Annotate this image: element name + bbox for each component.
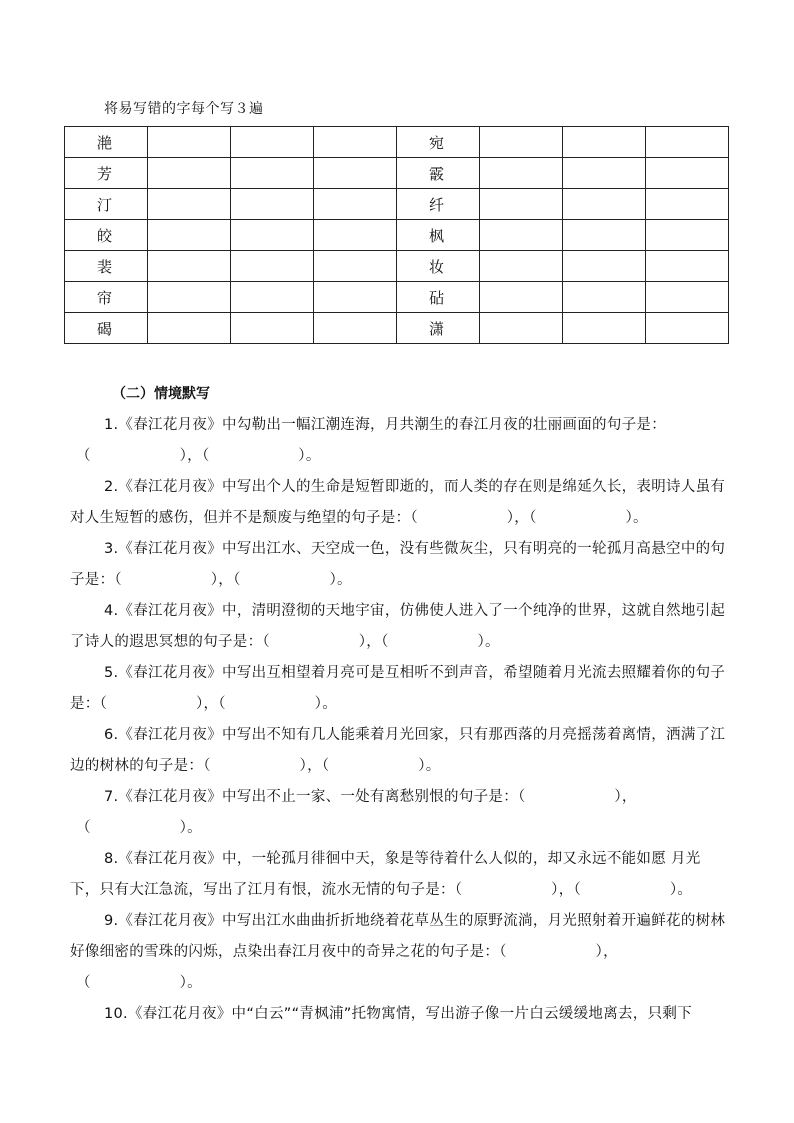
practice-char-left: 帘 bbox=[65, 282, 148, 313]
question-stem: 2.《春江花月夜》中写出个人的生命是短暂即逝的，而人类的存在则是绵延久长，表明诗人虽有对人生短暂的感伤，但并不是颓废与绝望的句子是：（ ），（ ）。 bbox=[70, 479, 726, 526]
writing-cell[interactable] bbox=[148, 282, 231, 313]
question-3 bbox=[70, 534, 730, 596]
practice-char-left: 皎 bbox=[65, 220, 148, 251]
writing-cell[interactable] bbox=[646, 251, 729, 282]
practice-char-left: 汀 bbox=[65, 189, 148, 220]
writing-cell[interactable] bbox=[646, 158, 729, 189]
writing-cell[interactable] bbox=[563, 313, 646, 344]
writing-cell[interactable] bbox=[480, 189, 563, 220]
question-2 bbox=[70, 472, 730, 534]
writing-cell[interactable] bbox=[646, 189, 729, 220]
writing-cell[interactable] bbox=[231, 158, 314, 189]
practice-grid bbox=[64, 126, 729, 344]
writing-cell[interactable] bbox=[231, 220, 314, 251]
question-1 bbox=[70, 410, 730, 472]
writing-cell[interactable] bbox=[314, 313, 397, 344]
question-stem: 3.《春江花月夜》中写出江水、天空成一色，没有些微灰尘，只有明亮的一轮孤月高悬空中的句子是：（ ），（ ）。 bbox=[70, 541, 726, 588]
practice-row bbox=[65, 282, 729, 313]
question-9 bbox=[70, 906, 730, 999]
writing-cell[interactable] bbox=[148, 158, 231, 189]
practice-row bbox=[65, 313, 729, 344]
writing-cell[interactable] bbox=[480, 220, 563, 251]
writing-cell[interactable] bbox=[480, 158, 563, 189]
writing-cell[interactable] bbox=[480, 251, 563, 282]
question-5 bbox=[70, 658, 730, 720]
writing-cell[interactable] bbox=[563, 189, 646, 220]
writing-cell[interactable] bbox=[314, 282, 397, 313]
writing-cell[interactable] bbox=[314, 127, 397, 158]
writing-cell[interactable] bbox=[231, 313, 314, 344]
writing-cell[interactable] bbox=[563, 251, 646, 282]
question-10 bbox=[70, 999, 730, 1030]
writing-cell[interactable] bbox=[148, 189, 231, 220]
practice-row bbox=[65, 251, 729, 282]
question-stem: 6.《春江花月夜》中写出不知有几人能乘着月光回家，只有那西落的月亮摇荡着离情，洒满了江边的树林的句子是：（ ），（ ）。 bbox=[70, 727, 726, 774]
writing-cell[interactable] bbox=[231, 189, 314, 220]
practice-instruction: 将易写错的字每个写３遍 bbox=[104, 101, 264, 117]
writing-cell[interactable] bbox=[314, 251, 397, 282]
question-stem: 5.《春江花月夜》中写出互相望着月亮可是互相听不到声音，希望随着月光流去照耀着你的句子是：（ ），（ ）。 bbox=[70, 665, 726, 712]
question-stem: 4.《春江花月夜》中，清明澄彻的天地宇宙，仿佛使人进入了一个纯净的世界，这就自然地引起了诗人的遐思冥想的句子是：（ ），（ ）。 bbox=[70, 603, 726, 650]
section-title: （二）情境默写 bbox=[112, 386, 210, 402]
writing-cell[interactable] bbox=[480, 127, 563, 158]
writing-cell[interactable] bbox=[148, 251, 231, 282]
question-stem: 9.《春江花月夜》中写出江水曲曲折折地绕着花草丛生的原野流淌，月光照射着开遍鲜花的树林好像细密的雪珠的闪烁，点染出春江月夜中的奇异之花的句子是：（ ）， bbox=[70, 913, 726, 960]
question-7 bbox=[70, 782, 730, 844]
question-4 bbox=[70, 596, 730, 658]
question-answer-line: （ ）。 bbox=[76, 820, 202, 836]
practice-char-right: 枫 bbox=[397, 220, 480, 251]
writing-cell[interactable] bbox=[563, 158, 646, 189]
writing-cell[interactable] bbox=[231, 127, 314, 158]
question-answer-line: （ ），（ ）。 bbox=[76, 448, 321, 464]
writing-cell[interactable] bbox=[314, 220, 397, 251]
practice-char-right: 霰 bbox=[397, 158, 480, 189]
writing-cell[interactable] bbox=[231, 251, 314, 282]
writing-cell[interactable] bbox=[148, 220, 231, 251]
practice-char-left: 滟 bbox=[65, 127, 148, 158]
writing-cell[interactable] bbox=[231, 282, 314, 313]
question-stem: 10.《春江花月夜》中“白云”“青枫浦”托物寓情，写出游子像一片白云缓缓地离去，只剩下 bbox=[104, 1006, 693, 1022]
writing-cell[interactable] bbox=[563, 220, 646, 251]
writing-cell[interactable] bbox=[148, 127, 231, 158]
question-8 bbox=[70, 844, 730, 906]
practice-row bbox=[65, 189, 729, 220]
practice-row bbox=[65, 220, 729, 251]
writing-cell[interactable] bbox=[646, 220, 729, 251]
writing-cell[interactable] bbox=[480, 313, 563, 344]
question-stem: 8.《春江花月夜》中，一轮孤月徘徊中天，象是等待着什么人似的，却又永远不能如愿 月光下，只有大江急流，写出了江月有恨，流水无情的句子是：（ ），（ ）。 bbox=[70, 851, 701, 898]
question-stem: 1.《春江花月夜》中勾勒出一幅江潮连海，月共潮生的春江月夜的壮丽画面的句子是： bbox=[104, 417, 667, 433]
writing-cell[interactable] bbox=[646, 282, 729, 313]
practice-char-right: 宛 bbox=[397, 127, 480, 158]
practice-char-left: 碣 bbox=[65, 313, 148, 344]
practice-char-right: 妆 bbox=[397, 251, 480, 282]
practice-char-right: 纤 bbox=[397, 189, 480, 220]
writing-cell[interactable] bbox=[563, 282, 646, 313]
practice-row bbox=[65, 158, 729, 189]
question-stem: 7.《春江花月夜》中写出不止一家、一处有离愁别恨的句子是：（ ）， bbox=[104, 789, 637, 805]
writing-cell[interactable] bbox=[646, 127, 729, 158]
writing-cell[interactable] bbox=[314, 158, 397, 189]
writing-cell[interactable] bbox=[480, 282, 563, 313]
writing-cell[interactable] bbox=[148, 313, 231, 344]
writing-cell[interactable] bbox=[563, 127, 646, 158]
question-6 bbox=[70, 720, 730, 782]
writing-cell[interactable] bbox=[646, 313, 729, 344]
practice-row bbox=[65, 127, 729, 158]
question-answer-line: （ ）。 bbox=[76, 975, 202, 991]
practice-char-left: 裴 bbox=[65, 251, 148, 282]
practice-char-right: 砧 bbox=[397, 282, 480, 313]
practice-char-right: 潇 bbox=[397, 313, 480, 344]
practice-char-left: 芳 bbox=[65, 158, 148, 189]
writing-cell[interactable] bbox=[314, 189, 397, 220]
